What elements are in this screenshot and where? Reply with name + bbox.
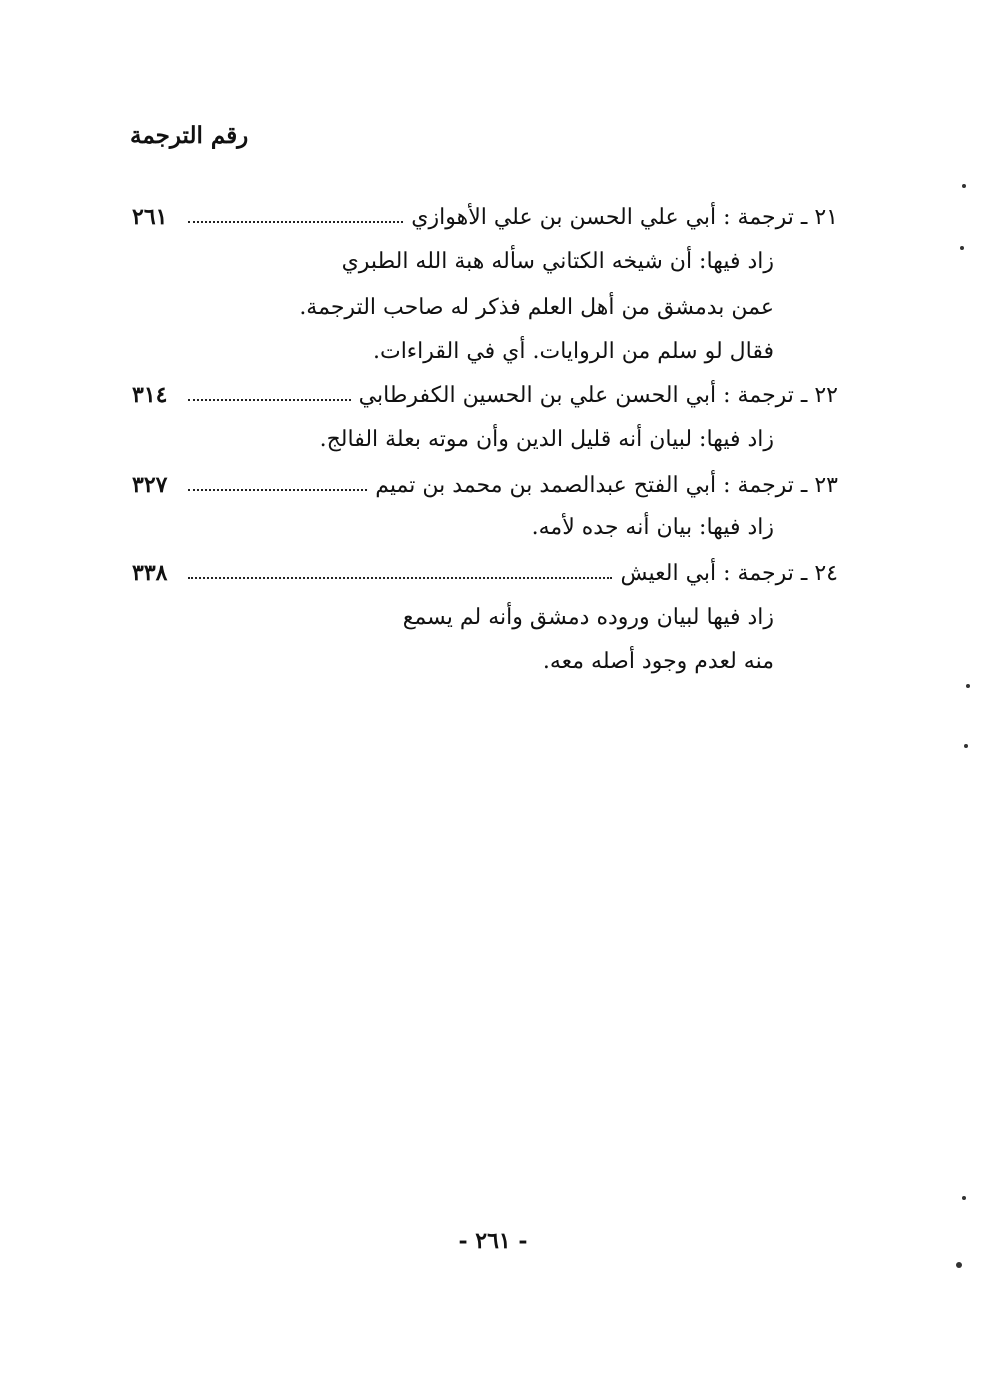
toc-entry-23 bbox=[132, 468, 838, 502]
entry-detail-line: زاد فيها: أن شيخه الكتاني سأله هبة الله الطبري bbox=[341, 249, 774, 274]
dot-leader bbox=[188, 575, 612, 579]
entry-detail-line: زاد فيها: لبيان أنه قليل الدين وأن موته بعلة الفالج. bbox=[319, 427, 774, 452]
dot-leader bbox=[188, 397, 351, 401]
scan-speck bbox=[960, 246, 964, 250]
dot-leader bbox=[188, 219, 403, 223]
scan-speck bbox=[966, 684, 970, 688]
entry-page-number: ٣١٤ bbox=[132, 382, 168, 408]
scan-speck bbox=[964, 744, 968, 748]
entry-detail-line: منه لعدم وجود أصله معه. bbox=[542, 649, 774, 674]
toc-entry-24 bbox=[132, 556, 838, 590]
entry-detail-line: عمن بدمشق من أهل العلم فذكر له صاحب الترجمة. bbox=[299, 295, 774, 320]
entry-title: ٢٣ ـ ترجمة : أبي الفتح عبدالصمد بن محمد بن تميم bbox=[375, 472, 838, 498]
entry-page-number: ٣٣٨ bbox=[132, 560, 168, 586]
entry-page-number: ٣٢٧ bbox=[132, 472, 168, 498]
scan-speck bbox=[962, 184, 966, 188]
entry-detail-line: زاد فيها: بيان أنه جده لأمه. bbox=[531, 515, 774, 540]
scan-speck bbox=[956, 1262, 962, 1268]
entry-title: ٢٤ ـ ترجمة : أبي العيش bbox=[620, 560, 838, 586]
page-number-footer: - ٢٦١ - bbox=[458, 1228, 528, 1254]
entry-page-number: ٢٦١ bbox=[132, 204, 168, 230]
dot-leader bbox=[188, 487, 367, 491]
entry-detail-line: زاد فيها لبيان وروده دمشق وأنه لم يسمع bbox=[402, 605, 774, 630]
page-header: رقم الترجمة bbox=[130, 122, 249, 149]
toc-entry-21 bbox=[132, 200, 838, 234]
entry-title: ٢٢ ـ ترجمة : أبي الحسن علي بن الحسين الكفرطابي bbox=[358, 382, 838, 408]
entry-title: ٢١ ـ ترجمة : أبي علي الحسن بن علي الأهوازي bbox=[411, 204, 838, 230]
toc-entry-22 bbox=[132, 378, 838, 412]
entry-detail-line: فقال لو سلم من الروايات. أي في القراءات. bbox=[372, 339, 774, 364]
scan-speck bbox=[962, 1196, 966, 1200]
